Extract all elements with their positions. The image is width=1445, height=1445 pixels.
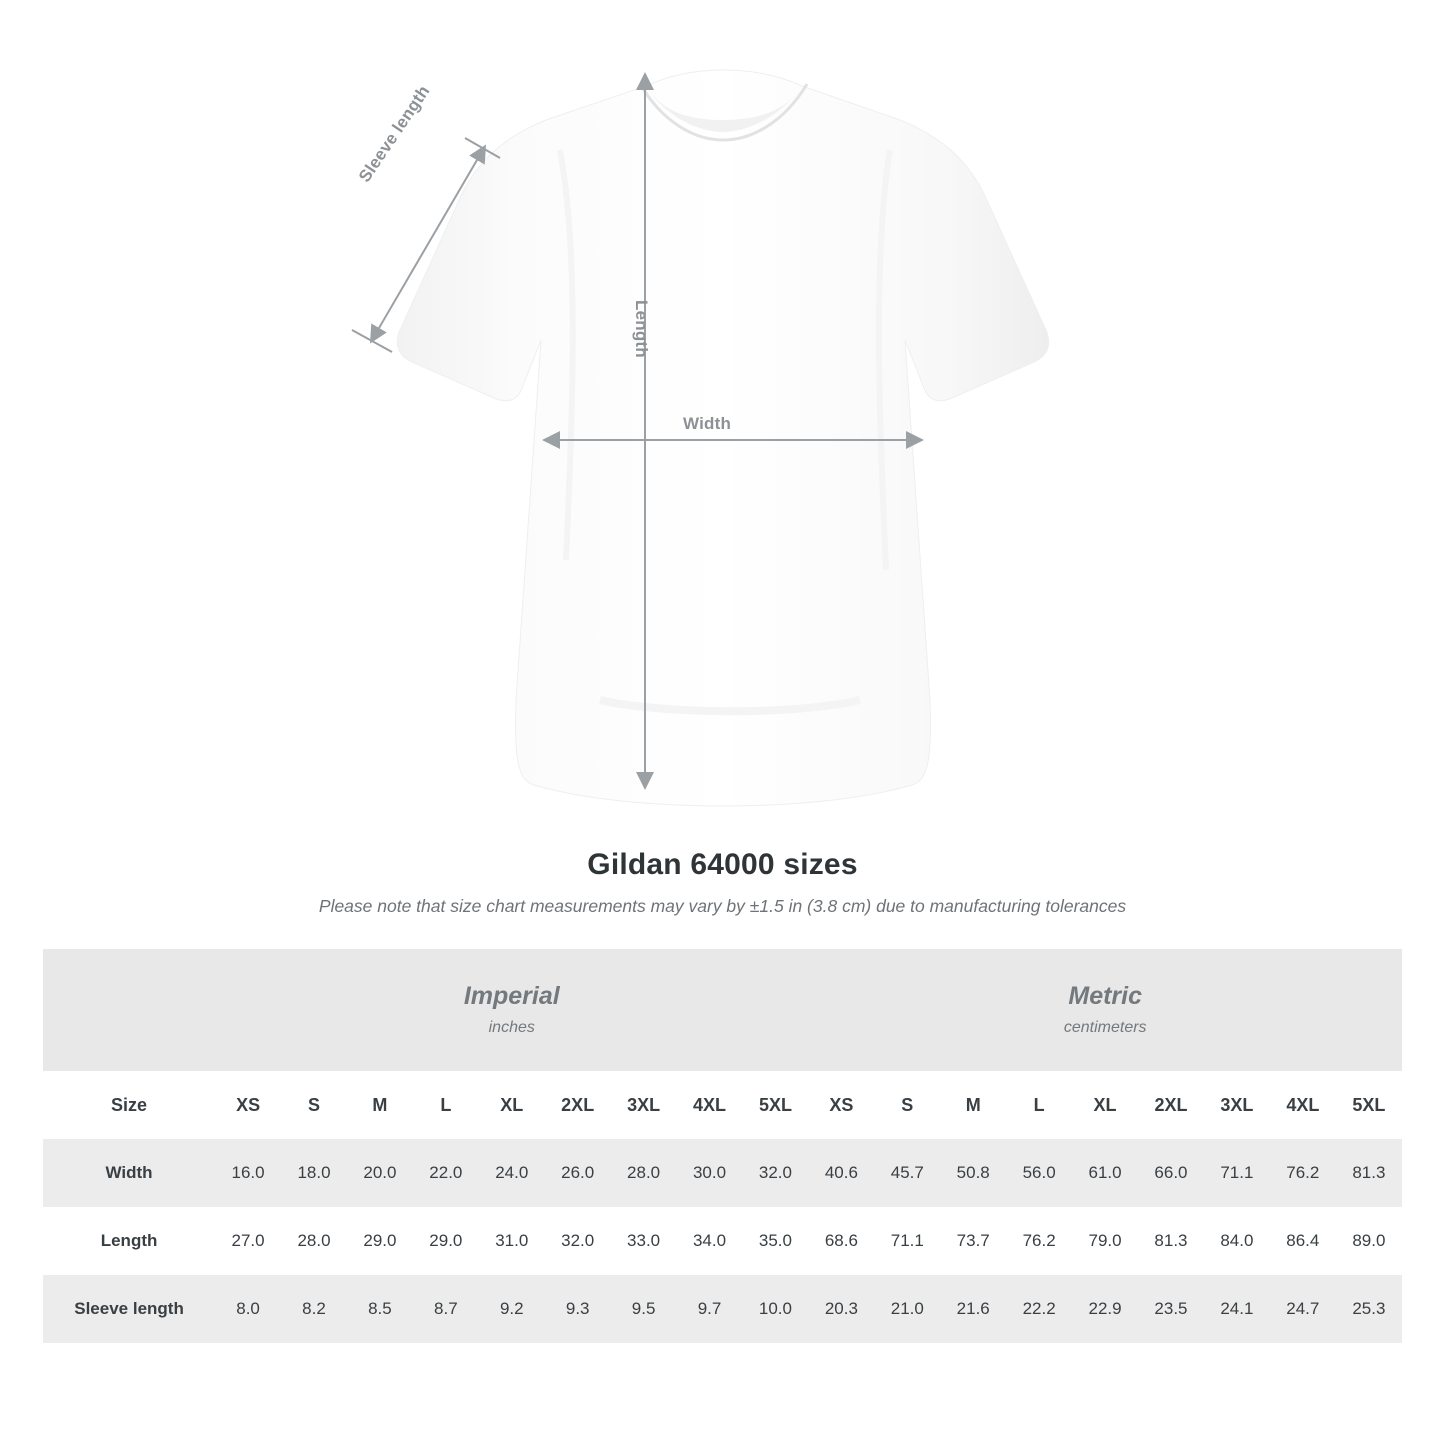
unit-header-row	[43, 949, 1402, 1071]
unit-header-metric	[808, 949, 1402, 1071]
cell-width-17: 81.3	[1336, 1139, 1402, 1207]
size-col-3xl-imperial: 3XL	[611, 1071, 677, 1139]
cell-length-15: 84.0	[1204, 1207, 1270, 1275]
size-col-m-imperial: M	[347, 1071, 413, 1139]
cell-sleeve-6: 9.5	[611, 1275, 677, 1343]
unit-name-metric: Metric	[1068, 982, 1143, 1011]
size-col-xs-metric: XS	[808, 1071, 874, 1139]
cell-width-0: 16.0	[215, 1139, 281, 1207]
cell-width-12: 56.0	[1006, 1139, 1072, 1207]
unit-header-spacer	[43, 949, 215, 1071]
size-col-2xl-metric: 2XL	[1138, 1071, 1204, 1139]
cell-length-0: 27.0	[215, 1207, 281, 1275]
cell-length-16: 86.4	[1270, 1207, 1336, 1275]
cell-sleeve-1: 8.2	[281, 1275, 347, 1343]
cell-length-9: 68.6	[808, 1207, 874, 1275]
cell-sleeve-7: 9.7	[677, 1275, 743, 1343]
cell-width-2: 20.0	[347, 1139, 413, 1207]
cell-sleeve-9: 20.3	[808, 1275, 874, 1343]
table-row-length	[43, 1207, 1402, 1275]
cell-sleeve-0: 8.0	[215, 1275, 281, 1343]
cell-length-17: 89.0	[1336, 1207, 1402, 1275]
tshirt-shape	[397, 70, 1048, 806]
cell-length-13: 79.0	[1072, 1207, 1138, 1275]
size-col-xl-metric: XL	[1072, 1071, 1138, 1139]
size-header-row	[43, 1071, 1402, 1139]
cell-sleeve-8: 10.0	[742, 1275, 808, 1343]
unit-sub-imperial: inches	[488, 1018, 535, 1036]
unit-header-imperial	[215, 949, 808, 1071]
cell-length-12: 76.2	[1006, 1207, 1072, 1275]
cell-sleeve-13: 22.9	[1072, 1275, 1138, 1343]
cell-length-3: 29.0	[413, 1207, 479, 1275]
cell-width-10: 45.7	[874, 1139, 940, 1207]
cell-sleeve-16: 24.7	[1270, 1275, 1336, 1343]
size-table	[43, 949, 1402, 1343]
size-col-m-metric: M	[940, 1071, 1006, 1139]
cell-sleeve-2: 8.5	[347, 1275, 413, 1343]
size-col-xl-imperial: XL	[479, 1071, 545, 1139]
cell-width-1: 18.0	[281, 1139, 347, 1207]
cell-sleeve-4: 9.2	[479, 1275, 545, 1343]
width-label: Width	[683, 414, 732, 433]
row-label-sleeve-length: Sleeve length	[43, 1275, 215, 1343]
cell-sleeve-14: 23.5	[1138, 1275, 1204, 1343]
size-col-xs-imperial: XS	[215, 1071, 281, 1139]
size-col-l-imperial: L	[413, 1071, 479, 1139]
cell-width-11: 50.8	[940, 1139, 1006, 1207]
sleeve-length-label: Sleeve length	[355, 81, 434, 186]
size-table-wrapper	[43, 949, 1402, 1343]
cell-width-15: 71.1	[1204, 1139, 1270, 1207]
size-col-s-imperial: S	[281, 1071, 347, 1139]
size-col-s-metric: S	[874, 1071, 940, 1139]
page-title: Gildan 64000 sizes	[587, 848, 858, 881]
cell-length-2: 29.0	[347, 1207, 413, 1275]
cell-length-8: 35.0	[742, 1207, 808, 1275]
cell-width-8: 32.0	[742, 1139, 808, 1207]
cell-length-14: 81.3	[1138, 1207, 1204, 1275]
size-col-2xl-imperial: 2XL	[545, 1071, 611, 1139]
cell-width-5: 26.0	[545, 1139, 611, 1207]
table-row-width	[43, 1139, 1402, 1207]
cell-sleeve-5: 9.3	[545, 1275, 611, 1343]
cell-sleeve-12: 22.2	[1006, 1275, 1072, 1343]
unit-name-imperial: Imperial	[463, 982, 560, 1011]
row-label-width: Width	[43, 1139, 215, 1207]
cell-width-16: 76.2	[1270, 1139, 1336, 1207]
cell-length-7: 34.0	[677, 1207, 743, 1275]
size-label: Size	[43, 1071, 215, 1139]
table-row-sleeve-length	[43, 1275, 1402, 1343]
size-col-4xl-metric: 4XL	[1270, 1071, 1336, 1139]
cell-width-14: 66.0	[1138, 1139, 1204, 1207]
size-col-l-metric: L	[1006, 1071, 1072, 1139]
cell-width-4: 24.0	[479, 1139, 545, 1207]
size-col-4xl-imperial: 4XL	[677, 1071, 743, 1139]
cell-length-11: 73.7	[940, 1207, 1006, 1275]
size-col-5xl-metric: 5XL	[1336, 1071, 1402, 1139]
cell-sleeve-11: 21.6	[940, 1275, 1006, 1343]
cell-length-10: 71.1	[874, 1207, 940, 1275]
cell-width-6: 28.0	[611, 1139, 677, 1207]
unit-sub-metric: centimeters	[1063, 1018, 1147, 1036]
size-col-5xl-imperial: 5XL	[742, 1071, 808, 1139]
cell-sleeve-3: 8.7	[413, 1275, 479, 1343]
cell-length-4: 31.0	[479, 1207, 545, 1275]
cell-width-13: 61.0	[1072, 1139, 1138, 1207]
cell-sleeve-17: 25.3	[1336, 1275, 1402, 1343]
cell-width-9: 40.6	[808, 1139, 874, 1207]
cell-length-1: 28.0	[281, 1207, 347, 1275]
measurement-note: Please note that size chart measurements may vary by ±1.5 in (3.8 cm) due to manufacturing tolerances	[318, 896, 1127, 916]
cell-width-3: 22.0	[413, 1139, 479, 1207]
length-label: Length	[632, 300, 651, 358]
cell-width-7: 30.0	[677, 1139, 743, 1207]
size-col-3xl-metric: 3XL	[1204, 1071, 1270, 1139]
cell-sleeve-10: 21.0	[874, 1275, 940, 1343]
cell-length-6: 33.0	[611, 1207, 677, 1275]
cell-sleeve-15: 24.1	[1204, 1275, 1270, 1343]
row-label-length: Length	[43, 1207, 215, 1275]
cell-length-5: 32.0	[545, 1207, 611, 1275]
